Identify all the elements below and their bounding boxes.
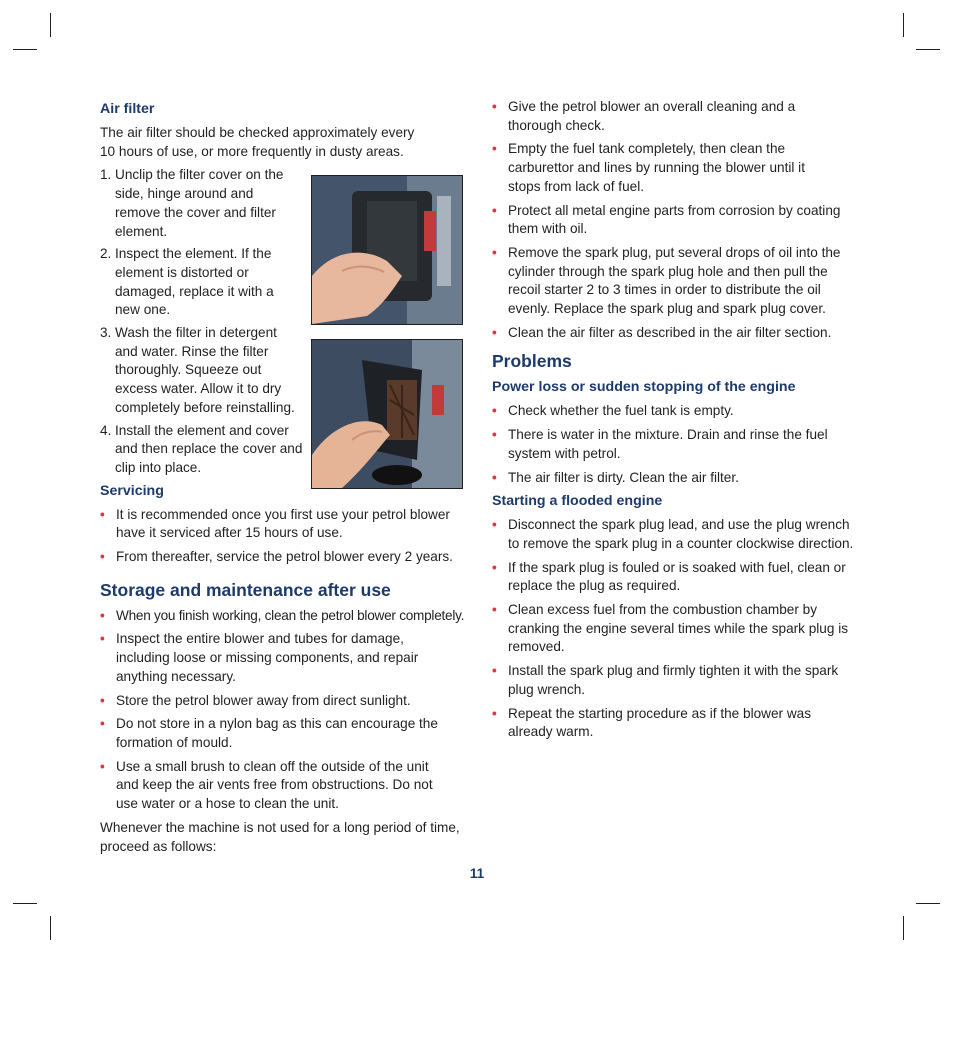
- bullet: •: [492, 141, 497, 157]
- bullet: •: [100, 631, 105, 647]
- list-item: [492, 402, 854, 421]
- list-item: [492, 98, 808, 135]
- step-item: [100, 422, 310, 478]
- list-item-text: From thereafter, service the petrol blower every 2 years.: [116, 549, 453, 565]
- air-filter-photo-1: [311, 175, 463, 325]
- storage-closing: Whenever the machine is not used for a long period of time, proceed as follows:: [100, 819, 460, 854]
- list-item: [492, 202, 854, 239]
- list-item-text: Clean the air filter as described in the air filter section.: [508, 324, 832, 340]
- step-text: Install the element and cover and then replace the cover and clip into place.: [115, 422, 303, 475]
- bullet: •: [492, 517, 497, 533]
- air-filter-steps: [100, 166, 303, 477]
- step-text: Inspect the element. If the element is distorted or damaged, replace it with a new one.: [115, 246, 274, 318]
- list-item: [492, 559, 854, 596]
- list-item: [492, 662, 854, 699]
- list-item: [492, 140, 828, 196]
- bullet: •: [492, 403, 497, 419]
- list-item-text: Empty the fuel tank completely, then clean the carburettor and lines by running the blower until it stops from lack of fuel.: [508, 141, 805, 194]
- flooded-engine-list: [492, 516, 854, 742]
- bullet: •: [492, 559, 497, 575]
- list-item-text: Use a small brush to clean off the outside of the unit and keep the air vents free from obstructions. Do not use water or a hose to clean the unit.: [116, 758, 433, 812]
- power-loss-list: [492, 402, 854, 487]
- step-text: Wash the filter in detergent and water. Rinse the filter thoroughly. Squeeze out excess water. Allow it to dry completely before reinstalling.: [115, 325, 295, 415]
- list-item-text: Install the spark plug and firmly tighten it with the spark plug wrench.: [508, 663, 839, 697]
- list-item-text: If the spark plug is fouled or is soaked with fuel, clean or replace the plug as required.: [508, 559, 846, 594]
- bullet: •: [492, 244, 497, 260]
- list-item-text: Repeat the starting procedure as if the blower was already warm.: [508, 705, 812, 740]
- power-loss-heading: Power loss or sudden stopping of the engine: [492, 379, 796, 396]
- step-number: 3.: [100, 325, 112, 341]
- left-column: [100, 100, 465, 861]
- bullet: •: [100, 607, 105, 623]
- bullet: •: [492, 705, 497, 721]
- list-item: [100, 506, 456, 543]
- step-item: [100, 324, 300, 418]
- bullet: •: [100, 692, 105, 708]
- list-item: [492, 516, 854, 553]
- list-item-text: Do not store in a nylon bag as this can encourage the formation of mould.: [116, 716, 438, 750]
- list-item: [492, 705, 828, 742]
- step-item: [100, 245, 295, 320]
- crop-mark: [50, 13, 51, 37]
- bullet: •: [100, 506, 105, 522]
- crop-mark: [903, 13, 904, 37]
- list-item: [100, 758, 451, 814]
- servicing-heading: Servicing: [100, 482, 164, 499]
- crop-mark: [50, 916, 51, 940]
- list-item-text: Inspect the entire blower and tubes for damage, including loose or missing components, and repair anything necessary.: [116, 631, 419, 684]
- page-number: 11: [469, 866, 485, 881]
- list-item-text: Disconnect the spark plug lead, and use the plug wrench to remove the spark plug in a counter clockwise direction.: [508, 517, 854, 551]
- list-item: [492, 324, 854, 343]
- list-item-text: It is recommended once you first use your petrol blower have it serviced after 15 hours of use.: [116, 506, 450, 541]
- flooded-engine-heading: Starting a flooded engine: [492, 493, 663, 510]
- step-item: [100, 166, 300, 241]
- bullet: •: [100, 549, 105, 565]
- right-column: [492, 98, 854, 747]
- bullet: •: [492, 663, 497, 679]
- list-item-text: Store the petrol blower away from direct sunlight.: [116, 692, 411, 708]
- list-item: [100, 630, 436, 686]
- bullet: •: [492, 427, 497, 443]
- problems-heading: Problems: [492, 351, 572, 372]
- step-number: 1.: [100, 167, 112, 183]
- storage-list: [100, 607, 465, 814]
- crop-mark: [916, 49, 940, 50]
- list-item-text: When you finish working, clean the petrol blower completely.: [116, 607, 465, 623]
- list-item: [100, 548, 465, 567]
- list-item: [492, 244, 854, 319]
- bullet: •: [492, 602, 497, 618]
- bullet: •: [492, 469, 497, 485]
- air-filter-intro: The air filter should be checked approximately every 10 hours of use, or more frequently in dusty areas.: [100, 125, 415, 159]
- crop-mark: [916, 903, 940, 904]
- list-item: [492, 426, 848, 463]
- list-item-text: Give the petrol blower an overall cleaning and a thorough check.: [508, 99, 796, 133]
- list-item-text: There is water in the mixture. Drain and rinse the fuel system with petrol.: [508, 427, 828, 461]
- list-item: [100, 607, 465, 626]
- air-filter-photo-2: [311, 339, 463, 489]
- air-filter-heading: Air filter: [100, 101, 155, 117]
- servicing-list: [100, 506, 465, 567]
- bullet: •: [100, 758, 105, 774]
- crop-mark: [13, 903, 37, 904]
- step-text: Unclip the filter cover on the side, hinge around and remove the cover and filter element.: [115, 167, 284, 239]
- list-item-text: Check whether the fuel tank is empty.: [508, 403, 734, 419]
- list-item: [492, 469, 854, 488]
- crop-mark: [13, 49, 37, 50]
- bullet: •: [492, 99, 497, 114]
- list-item: [492, 601, 853, 657]
- step-number: 4.: [100, 422, 112, 438]
- list-item: [100, 692, 465, 711]
- step-number: 2.: [100, 246, 112, 262]
- bullet: •: [492, 324, 497, 340]
- list-item-text: Remove the spark plug, put several drops of oil into the cylinder through the spark plug hole and then pull the recoil starter 2 to 3 times in order to distribute the oil evenly. Replace the spark plug and spark plug cover.: [508, 244, 841, 317]
- list-item-text: The air filter is dirty. Clean the air filter.: [508, 469, 739, 485]
- crop-mark: [903, 916, 904, 940]
- long-storage-list: [492, 98, 854, 342]
- list-item-text: Protect all metal engine parts from corrosion by coating them with oil.: [508, 202, 841, 237]
- bullet: •: [492, 202, 497, 218]
- storage-heading: Storage and maintenance after use: [100, 579, 391, 600]
- list-item-text: Clean excess fuel from the combustion chamber by cranking the engine several times while the spark plug is removed.: [508, 602, 849, 655]
- bullet: •: [100, 716, 105, 732]
- list-item: [100, 715, 461, 752]
